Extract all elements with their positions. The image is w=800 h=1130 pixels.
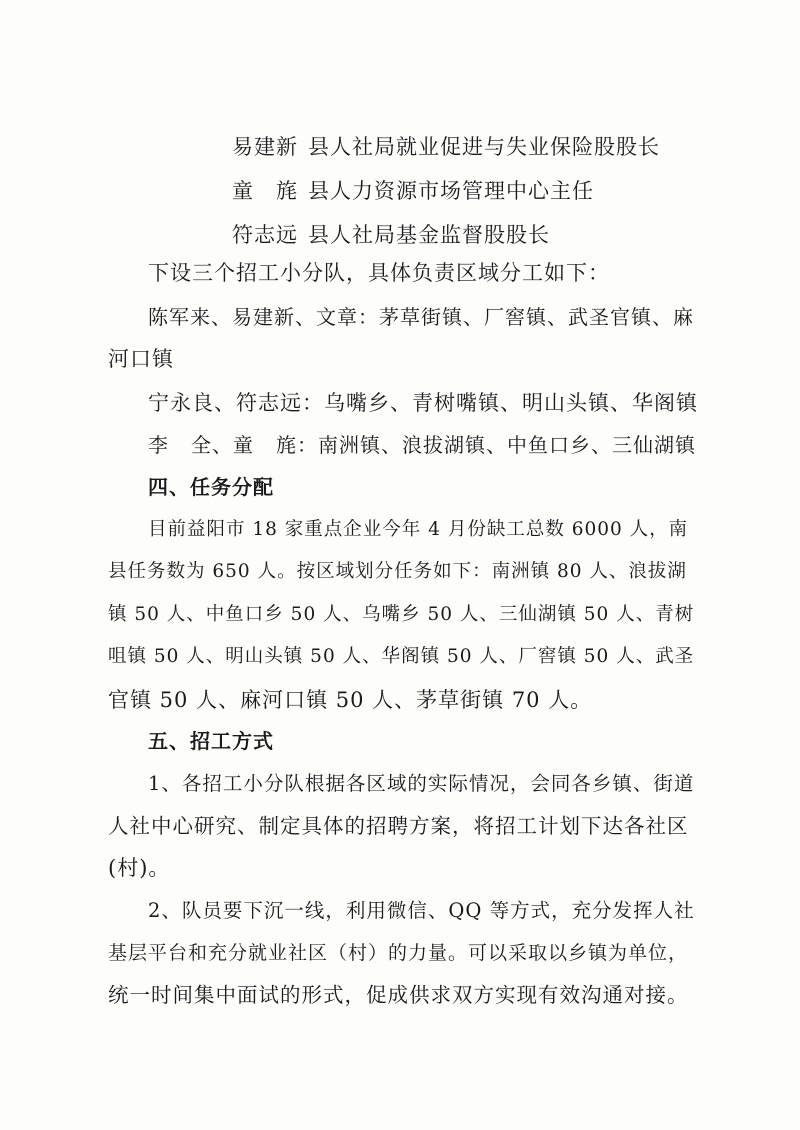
section5-item2-line: 基层平台和充分就业社区（村）的力量。可以采取以乡镇为单位， <box>108 942 689 964</box>
section5-heading: 五、招工方式 <box>148 729 274 753</box>
member-title: 县人力资源市场管理中心主任 <box>308 179 594 203</box>
member-title: 县人社局就业促进与失业保险股股长 <box>308 135 660 159</box>
member-name-last: 旄 <box>276 179 298 203</box>
team3-part-b: 全、童 <box>191 433 254 457</box>
member-line <box>232 132 660 162</box>
section4-line: 目前益阳市 18 家重点企业今年 4 月份缺工总数 6000 人，南 <box>148 519 689 540</box>
section5-item2-line: 2、队员要下沉一线，利用微信、QQ 等方式，充分发挥人社 <box>148 899 695 922</box>
section5-item1-line: 1、各招工小分队根据各区域的实际情况，会同各乡镇、街道 <box>148 772 695 795</box>
member-line <box>232 176 594 206</box>
section4-line: 镇 50 人、中鱼口乡 50 人、乌嘴乡 50 人、三仙湖镇 50 人、青树 <box>108 604 695 625</box>
section4-heading: 四、任务分配 <box>148 475 274 499</box>
team3-line <box>148 430 696 460</box>
teams-intro: 下设三个招工小分队，具体负责区域分工如下： <box>148 261 610 285</box>
team3-part-c: 旄：南洲镇、浪拔湖镇、中鱼口乡、三仙湖镇 <box>276 433 696 457</box>
section4-line: 县任务数为 650 人。按区域划分任务如下：南洲镇 80 人、浪拔湖 <box>108 561 687 582</box>
member-title: 县人社局基金监督股股长 <box>308 223 550 247</box>
section5-item2-line: 统一时间集中面试的形式，促成供求双方实现有效沟通对接。 <box>108 983 689 1007</box>
section5-item1-line: (村)。 <box>108 856 171 880</box>
section4-line: 咀镇 50 人、明山头镇 50 人、华阁镇 50 人、厂窖镇 50 人、武圣 <box>108 646 695 667</box>
team1-line1: 陈军来、易建新、文章：茅草街镇、厂窖镇、武圣官镇、麻 <box>148 305 694 329</box>
team1-line2: 河口镇 <box>108 347 174 371</box>
member-name: 符志远 <box>232 223 298 247</box>
section5-item1-line: 人社中心研究、制定具体的招聘方案，将招工计划下达各社区 <box>108 814 689 838</box>
member-line <box>232 220 550 250</box>
member-name: 易建新 <box>232 135 298 159</box>
section4-line: 官镇 50 人、麻河口镇 50 人、茅草街镇 70 人。 <box>108 688 593 712</box>
team3-part-a: 李 <box>148 433 169 457</box>
member-name-first: 童 <box>232 179 254 203</box>
team2-line: 宁永良、符志远：乌嘴乡、青树嘴镇、明山头镇、华阁镇 <box>148 391 698 415</box>
